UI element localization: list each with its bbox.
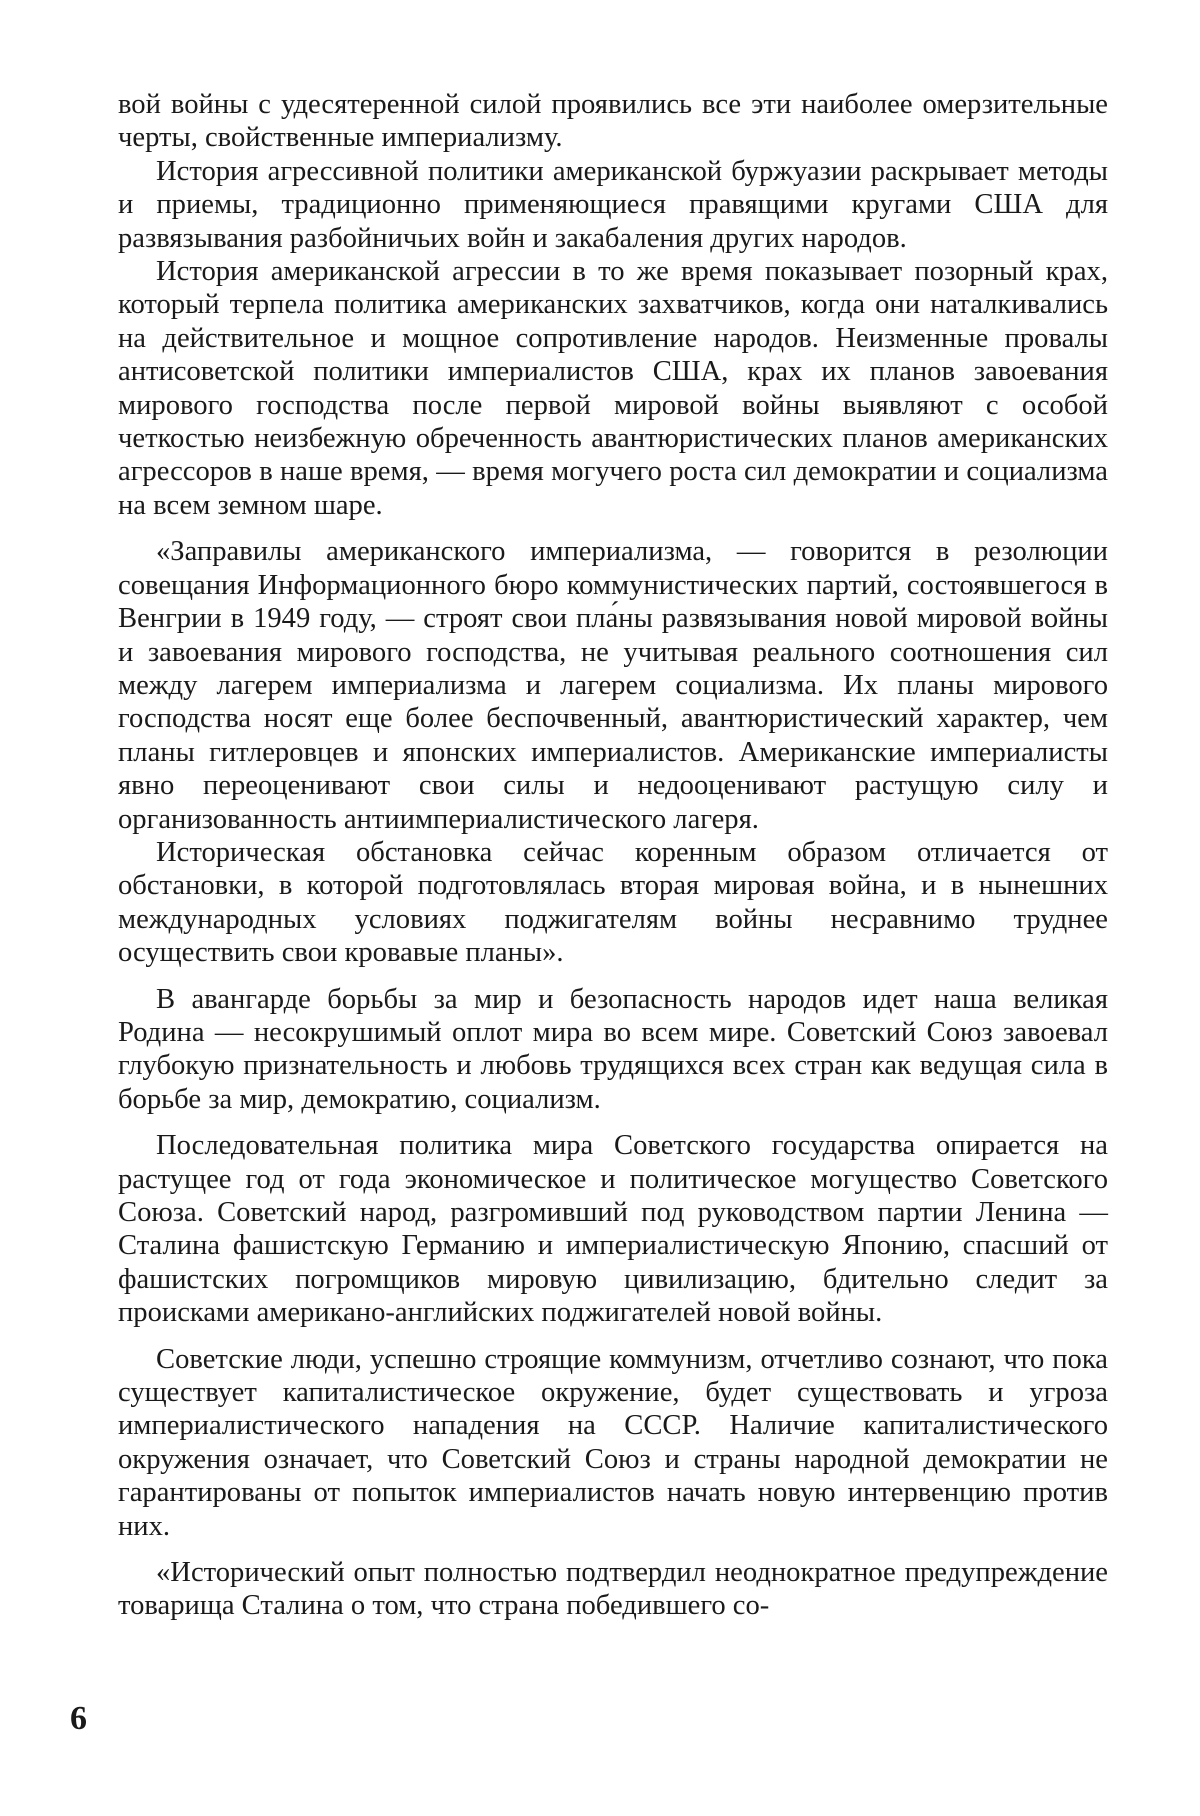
- paragraph-7: Последовательная политика мира Советского государства опирается на растущее год от года экономическое и политическое могущество Советского Союза. Советский народ, разгромивший под руководством партии Ленина — Сталина фашистскую Германию и империалистическую Японию, спасший от фашистских погромщиков мировую цивилизацию, бдительно следит за происками американо-английских поджигателей новой войны.: [118, 1130, 1108, 1329]
- paragraph-5: Историческая обстановка сейчас коренным образом отличается от обстановки, в которой подготовлялась вторая мировая война, и в нынешних международных условиях поджигателям войны несравнимо труднее осуществить свои кровавые планы».: [118, 836, 1108, 969]
- page-number: 6: [70, 1700, 87, 1737]
- paragraph-4: «Заправилы американского империализма, — говорится в резолюции совещания Информационного бюро коммунистических партий, состоявшегося в Венгрии в 1949 году, — строят свои пла́ны развязывания новой мировой войны и завоевания мирового господства, не учитывая реального соотношения сил между лагерем империализма и лагерем социализма. Их планы мирового господства носят еще более беспочвенный, авантюристический характер, чем планы гитлеровцев и японских империалистов. Американские империалисты явно переоценивают свои силы и недооценивают растущую силу и организованность антиимпериалистического лагеря.: [118, 536, 1108, 835]
- paragraph-6: В авангарде борьбы за мир и безопасность народов идет наша великая Родина — несокрушимый оплот мира во всем мире. Советский Союз завоевал глубокую признательность и любовь трудящихся всех стран как ведущая сила в борьбе за мир, демократию, социализм.: [118, 983, 1108, 1115]
- page-body: [118, 88, 1108, 1623]
- paragraph-2: История агрессивной политики американской буржуазии раскрывает методы и приемы, традиционно применяющиеся правящими кругами США для развязывания разбойничьих войн и закабаления других народов.: [118, 155, 1108, 254]
- paragraph-8: Советские люди, успешно строящие коммунизм, отчетливо сознают, что пока существует капиталистическое окружение, будет существовать и угроза империалистического нападения на СССР. Наличие капиталистического окружения означает, что Советский Союз и страны народной демократии не гарантированы от попыток империалистов начать новую интервенцию против них.: [118, 1343, 1108, 1542]
- paragraph-3: История американской агрессии в то же время показывает позорный крах, который терпела политика американских захватчиков, когда они наталкивались на действительное и мощное сопротивление народов. Неизменные провалы антисоветской политики империалистов США, крах их планов завоевания мирового господства после первой мировой войны выявляют с особой четкостью неизбежную обреченность авантюристических планов американских агрессоров в наше время, — время могучего роста сил демократии и социализма на всем земном шаре.: [118, 256, 1108, 521]
- paragraph-9: «Исторический опыт полностью подтвердил неоднократное предупреждение товарища Сталина о том, что страна победившего со-: [118, 1557, 1108, 1622]
- paragraph-1: вой войны с удесятеренной силой проявились все эти наиболее омерзительные черты, свойственные империализму.: [118, 89, 1108, 154]
